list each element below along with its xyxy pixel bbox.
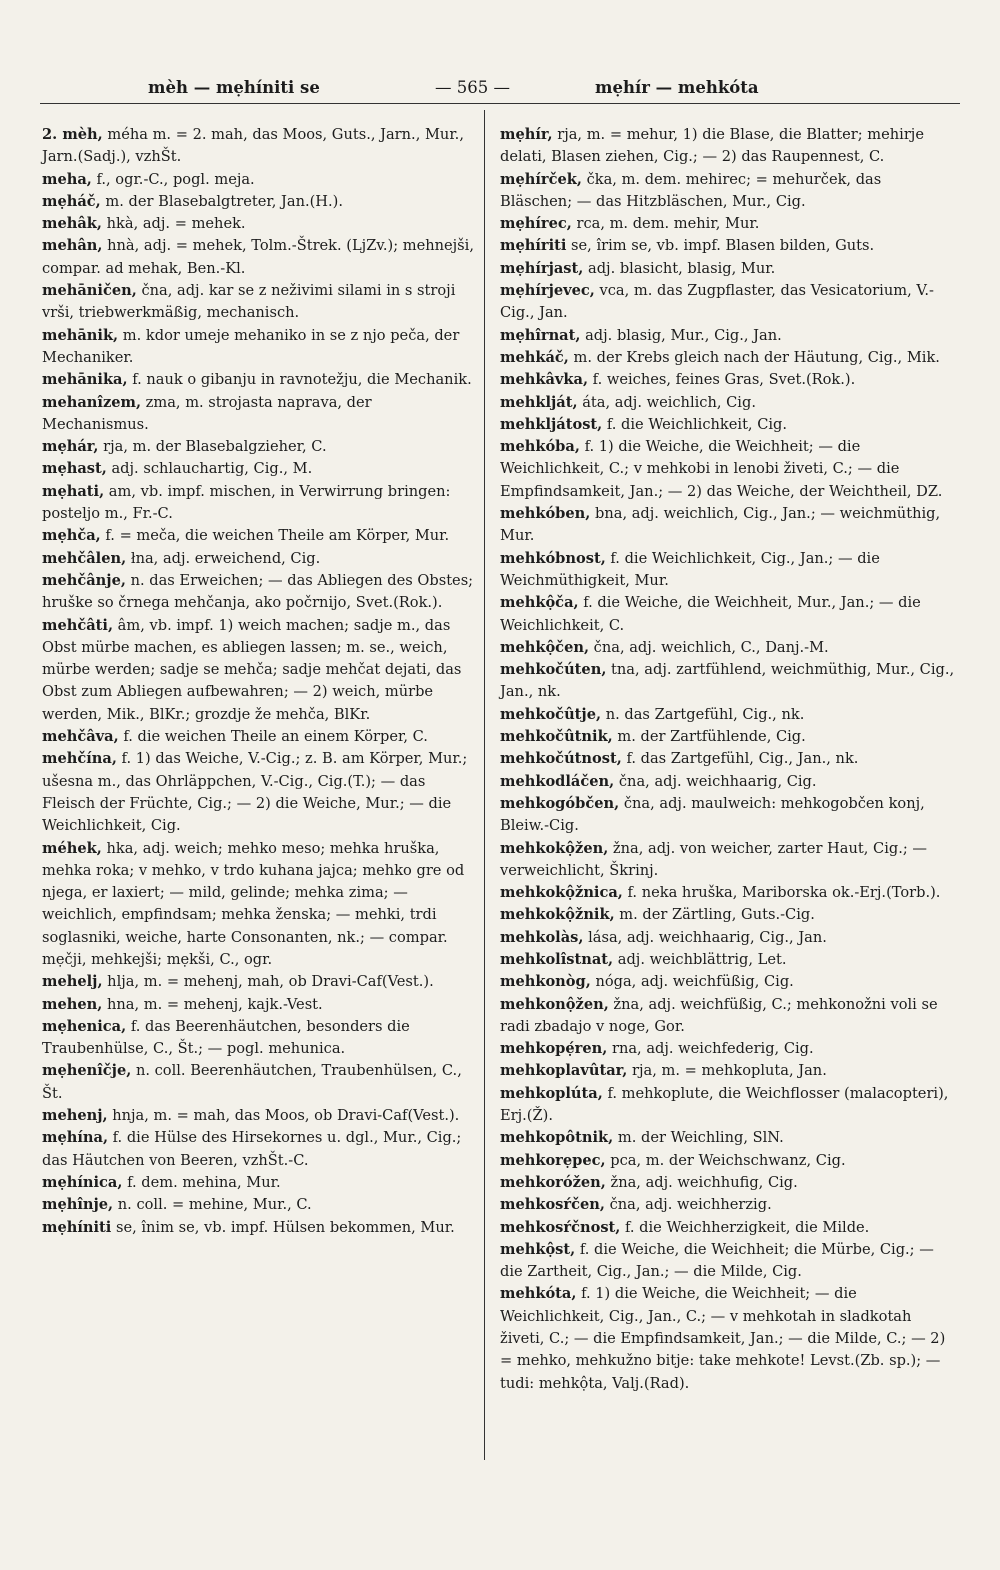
entry-definition: rja, m. = mehur, 1) die Blase, die Blatter; mehirje delati, Blasen ziehen, Cig.; — 2) das Raupennest, C. bbox=[500, 126, 924, 166]
entry-headword: mehkljátost, bbox=[500, 415, 603, 433]
entry-headword: mehkosŕčnost, bbox=[500, 1218, 621, 1236]
entry-definition: m. der Zärtling, Guts.-Cig. bbox=[614, 906, 815, 924]
entry-headword: mẹhírček, bbox=[500, 170, 582, 188]
entry-headword: mehkočûtje, bbox=[500, 705, 602, 723]
dictionary-entry bbox=[42, 213, 482, 235]
header-right-guideword: mẹhír — mehkóta bbox=[595, 78, 759, 97]
dictionary-entry bbox=[42, 615, 482, 726]
entry-definition: n. coll. = mehine, Mur., C. bbox=[113, 1196, 312, 1214]
right-column bbox=[500, 124, 955, 1395]
entry-headword: mẹhati, bbox=[42, 482, 105, 500]
entry-headword: 2. mèh, bbox=[42, 126, 103, 143]
entry-definition: žna, adj. von weicher, zarter Haut, Cig.; — verweichlicht, Škrinj. bbox=[500, 839, 927, 879]
dictionary-entry bbox=[500, 213, 955, 235]
dictionary-entry bbox=[500, 1150, 955, 1172]
entry-headword: mehanîzem, bbox=[42, 393, 142, 411]
entry-headword: mehāničen, bbox=[42, 282, 137, 300]
dictionary-entry bbox=[42, 1060, 482, 1105]
dictionary-entry bbox=[42, 169, 482, 191]
entry-definition: adj. blasicht, blasig, Mur. bbox=[583, 259, 776, 277]
entry-definition: f. dem. mehina, Mur. bbox=[122, 1173, 281, 1191]
dictionary-entry bbox=[500, 793, 955, 838]
entry-headword: mehčânje, bbox=[42, 571, 126, 589]
entry-definition: čna, adj. weichhaarig, Cig. bbox=[614, 772, 817, 790]
dictionary-entry bbox=[500, 748, 955, 770]
entry-definition: žna, adj. weichfüßig, C.; mehkonožni voli se radi zbadajo v noge, Gor. bbox=[500, 995, 938, 1035]
entry-headword: mehenj, bbox=[42, 1107, 108, 1125]
entry-headword: mehkộčen, bbox=[500, 638, 590, 656]
entry-definition: f. das Zartgefühl, Cig., Jan., nk. bbox=[621, 750, 859, 768]
entry-definition: rja, m. der Blasebalgzieher, C. bbox=[98, 438, 327, 456]
entry-headword: mehčâlen, bbox=[42, 549, 127, 567]
entry-headword: mehkâvka, bbox=[500, 371, 589, 389]
entry-definition: n. das Erweichen; — das Abliegen des Obstes; hruške so črnega mehčanja, ako počrnijo, Svet.(Rok.). bbox=[42, 571, 474, 612]
entry-headword: mehkosŕčen, bbox=[500, 1196, 605, 1214]
dictionary-entry bbox=[42, 971, 482, 993]
left-column bbox=[42, 124, 482, 1239]
entry-definition: m. der Krebs gleich nach der Häutung, Cig., Mik. bbox=[568, 348, 940, 366]
dictionary-entry bbox=[500, 1239, 955, 1284]
entry-headword: mehkočúten, bbox=[500, 661, 607, 679]
entry-headword: mẹhast, bbox=[42, 460, 107, 478]
entry-definition: f. neka hruška, Mariborska ok.-Erj.(Torb.). bbox=[622, 884, 941, 902]
dictionary-entry bbox=[42, 1127, 482, 1172]
entry-definition: čna, adj. weichherzig. bbox=[604, 1196, 772, 1214]
entry-headword: mehkokộžnik, bbox=[500, 906, 615, 924]
entry-definition: f. 1) die Weiche, die Weichheit; — die Weichlichkeit, Cig., Jan., C.; — v mehkotah in sladkotah živeti, C.; — die Empfindsamkeit, Jan.; — die Milde, C.; — 2) = mehko, mehkužno bitje: take mehkote! Levst.(Zb. sp.); — tudi: mehkộta, Valj.(Rad). bbox=[500, 1285, 946, 1392]
dictionary-entry bbox=[500, 1217, 955, 1239]
entry-definition: f. die weichen Theile an einem Körper, C. bbox=[118, 728, 428, 746]
entry-headword: mehkolàs, bbox=[500, 928, 584, 946]
entry-headword: mehkolîstnat, bbox=[500, 950, 614, 968]
entry-definition: čna, adj. kar se z neživimi silami in s stroji vrši, triebwerkmäßig, mechanisch. bbox=[42, 282, 456, 322]
dictionary-entry bbox=[500, 949, 955, 971]
entry-definition: n. das Zartgefühl, Cig., nk. bbox=[601, 705, 805, 723]
entry-headword: mẹhînje, bbox=[42, 1196, 114, 1214]
entry-headword: méhek, bbox=[42, 839, 102, 857]
entry-definition: hlja, m. = mehenj, mah, ob Dravi-Caf(Vest.). bbox=[102, 973, 434, 991]
entry-definition: rna, adj. weichfederig, Cig. bbox=[607, 1040, 814, 1058]
dictionary-entry bbox=[500, 994, 955, 1039]
dictionary-entry bbox=[500, 548, 955, 593]
entry-definition: n. coll. Beerenhäutchen, Traubenhülsen, C., Št. bbox=[42, 1062, 462, 1102]
dictionary-entry bbox=[500, 503, 955, 548]
entry-headword: mehkokộžen, bbox=[500, 839, 609, 857]
dictionary-entry bbox=[500, 1038, 955, 1060]
entry-definition: m. der Blasebalgtreter, Jan.(H.). bbox=[100, 192, 343, 210]
dictionary-entry bbox=[500, 592, 955, 637]
entry-definition: méha m. = 2. mah, das Moos, Guts., Jarn., Mur., Jarn.(Sadj.), vzhŠt. bbox=[42, 126, 464, 166]
entry-definition: f. die Weiche, die Weichheit, Mur., Jan.; — die Weichlichkeit, C. bbox=[500, 594, 921, 634]
entry-headword: mehen, bbox=[42, 995, 103, 1013]
dictionary-entry bbox=[42, 235, 482, 280]
entry-headword: mẹhínica, bbox=[42, 1173, 123, 1191]
entry-definition: łna, adj. erweichend, Cig. bbox=[126, 549, 321, 567]
entry-definition: hna, m. = mehenj, kajk.-Vest. bbox=[102, 995, 323, 1013]
entry-headword: mẹhírjevec, bbox=[500, 282, 595, 300]
entry-definition: se, înim se, vb. impf. Hülsen bekommen, Mur. bbox=[111, 1218, 455, 1236]
entry-headword: mẹháč, bbox=[42, 192, 101, 210]
dictionary-entry bbox=[500, 392, 955, 414]
entry-headword: mẹhča, bbox=[42, 527, 101, 545]
header-left-guideword: mèh — mẹhíniti se bbox=[148, 78, 320, 97]
entry-definition: čka, m. dem. mehirec; = mehurček, das Bläschen; — das Hitzbläschen, Mur., Cig. bbox=[500, 170, 882, 210]
entry-headword: mẹhenîčje, bbox=[42, 1062, 132, 1080]
dictionary-entry bbox=[500, 169, 955, 214]
dictionary-entry bbox=[42, 369, 482, 391]
entry-definition: f. die Weichlichkeit, Cig. bbox=[602, 415, 788, 433]
entry-headword: mẹhíriti bbox=[500, 237, 567, 255]
dictionary-entry bbox=[42, 548, 482, 570]
dictionary-entry bbox=[42, 191, 482, 213]
dictionary-entry bbox=[42, 392, 482, 437]
entry-definition: f. mehkoplute, die Weichflosser (malacopteri), Erj.(Ž). bbox=[500, 1084, 949, 1125]
entry-headword: mehkóbnost, bbox=[500, 549, 606, 567]
entry-definition: pca, m. der Weichschwanz, Cig. bbox=[605, 1151, 846, 1169]
entry-definition: f. die Weichherzigkeit, die Milde. bbox=[620, 1218, 870, 1236]
entry-headword: mẹhár, bbox=[42, 438, 99, 456]
dictionary-entry bbox=[500, 1172, 955, 1194]
entry-definition: hka, adj. weich; mehko meso; mehka hruška, mehka roka; v mehko, v trdo kuhana jajca; mehko gre od njega, er laxiert; — mild, gelinde; mehka zima; — weichlich, empfindsam; mehka ženska; — mehki, trdi soglasniki, weiche, harte Consonanten, nk.; — compar. mẹčji, mehkejši; mẹkši, C., ogr. bbox=[42, 839, 465, 968]
dictionary-entry bbox=[500, 771, 955, 793]
entry-definition: zma, m. strojasta naprava, der Mechanismus. bbox=[42, 393, 372, 433]
dictionary-entry bbox=[42, 570, 482, 615]
dictionary-entry bbox=[42, 325, 482, 370]
entry-definition: f. die Weichlichkeit, Cig., Jan.; — die Weichmüthigkeit, Mur. bbox=[500, 549, 880, 589]
dictionary-entry bbox=[500, 369, 955, 391]
entry-definition: f. 1) das Weiche, V.-Cig.; z. B. am Körper, Mur.; ušesna m., das Ohrläppchen, V.-Cig., Cig.(T.); — das Fleisch der Früchte, Cig.; — 2) die Weiche, Mur.; — die Weichlichkeit, Cig. bbox=[42, 750, 468, 835]
entry-headword: mẹhíniti bbox=[42, 1218, 112, 1236]
entry-definition: f. 1) die Weiche, die Weichheit; — die Weichlichkeit, C.; v mehkobi in lenobi živeti, C.; — die Empfindsamkeit, Jan.; — 2) das Weiche, der Weichtheil, DZ. bbox=[500, 438, 943, 500]
entry-headword: mehkộča, bbox=[500, 594, 579, 612]
entry-definition: čna, adj. weichlich, C., Danj.-M. bbox=[589, 638, 829, 656]
entry-definition: m. der Zartfühlende, Cig. bbox=[612, 728, 806, 746]
dictionary-entry bbox=[42, 124, 482, 169]
dictionary-entry bbox=[42, 481, 482, 526]
entry-headword: meha, bbox=[42, 170, 92, 188]
dictionary-entry bbox=[42, 280, 482, 325]
dictionary-entry bbox=[500, 637, 955, 659]
entry-definition: f. die Hülse des Hirsekornes u. dgl., Mur., Cig.; das Häutchen von Beeren, vzhŠt.-C. bbox=[42, 1129, 462, 1169]
page-number: — 565 — bbox=[435, 78, 510, 97]
entry-definition: žna, adj. weichhufig, Cig. bbox=[605, 1173, 798, 1191]
dictionary-entry bbox=[500, 235, 955, 257]
entry-headword: mehân, bbox=[42, 237, 103, 255]
entry-definition: áta, adj. weichlich, Cig. bbox=[577, 393, 756, 411]
entry-headword: mẹhírjast, bbox=[500, 259, 584, 277]
entry-definition: rca, m. dem. mehir, Mur. bbox=[571, 215, 760, 233]
dictionary-entry bbox=[500, 726, 955, 748]
entry-headword: mehčína, bbox=[42, 750, 117, 768]
entry-definition: se, îrim se, vb. impf. Blasen bilden, Guts. bbox=[566, 237, 875, 255]
entry-definition: f. nauk o gibanju in ravnotežju, die Mechanik. bbox=[127, 371, 472, 389]
entry-headword: mehkorẹpec, bbox=[500, 1151, 606, 1169]
entry-definition: nóga, adj. weichfüßig, Cig. bbox=[590, 973, 794, 991]
dictionary-entry bbox=[500, 704, 955, 726]
entry-headword: mehkočûtnik, bbox=[500, 728, 613, 746]
entry-headword: mehānik, bbox=[42, 326, 119, 344]
dictionary-entry bbox=[500, 927, 955, 949]
entry-definition: m. kdor umeje mehaniko in se z njo peča, der Mechaniker. bbox=[42, 326, 460, 366]
dictionary-entry bbox=[42, 748, 482, 837]
entry-headword: mehkogóbčen, bbox=[500, 794, 620, 812]
entry-headword: mehkopẹ́ren, bbox=[500, 1040, 608, 1058]
entry-definition: vca, m. das Zugpflaster, das Vesicatorium, V.-Cig., Jan. bbox=[500, 282, 934, 322]
dictionary-entry bbox=[42, 1194, 482, 1216]
entry-headword: mehkonòg, bbox=[500, 973, 591, 991]
entry-headword: mẹhírec, bbox=[500, 215, 572, 233]
entry-headword: mehkopôtnik, bbox=[500, 1129, 614, 1147]
dictionary-entry bbox=[500, 325, 955, 347]
entry-definition: tna, adj. zartfühlend, weichmüthig, Mur., Cig., Jan., nk. bbox=[500, 661, 955, 701]
entry-headword: mehkóta, bbox=[500, 1285, 577, 1303]
dictionary-entry bbox=[500, 904, 955, 926]
entry-definition: m. der Weichling, SlN. bbox=[613, 1129, 784, 1147]
dictionary-entry bbox=[42, 1172, 482, 1194]
entry-headword: mehkáč, bbox=[500, 348, 569, 366]
dictionary-entry bbox=[500, 1083, 955, 1128]
entry-headword: mehkoplavûtar, bbox=[500, 1062, 628, 1080]
dictionary-entry bbox=[500, 280, 955, 325]
entry-definition: f. weiches, feines Gras, Svet.(Rok.). bbox=[588, 371, 856, 389]
dictionary-entry bbox=[42, 1217, 482, 1239]
entry-definition: bna, adj. weichlich, Cig., Jan.; — weichmüthig, Mur. bbox=[500, 505, 941, 545]
entry-definition: hnà, adj. = mehek, Tolm.-Štrek. (LjZv.); mehnejši, compar. ad mehak, Ben.-Kl. bbox=[42, 237, 474, 277]
entry-definition: adj. blasig, Mur., Cig., Jan. bbox=[580, 326, 782, 344]
dictionary-entry bbox=[500, 882, 955, 904]
entry-headword: mehklját, bbox=[500, 393, 578, 411]
entry-definition: hnja, m. = mah, das Moos, ob Dravi-Caf(Vest.). bbox=[107, 1107, 460, 1125]
entry-definition: lása, adj. weichhaarig, Cig., Jan. bbox=[583, 928, 827, 946]
entry-headword: mẹhína, bbox=[42, 1129, 109, 1147]
entry-headword: mẹhenica, bbox=[42, 1017, 127, 1035]
entry-headword: mehkodláčen, bbox=[500, 772, 615, 790]
dictionary-entry bbox=[42, 525, 482, 547]
dictionary-entry bbox=[500, 1060, 955, 1082]
dictionary-entry bbox=[500, 971, 955, 993]
entry-headword: mehānika, bbox=[42, 371, 128, 389]
dictionary-entry bbox=[500, 347, 955, 369]
column-divider bbox=[484, 110, 485, 1460]
dictionary-entry bbox=[500, 258, 955, 280]
dictionary-entry bbox=[42, 458, 482, 480]
entry-headword: mẹhîrnat, bbox=[500, 326, 581, 344]
entry-headword: mehkonộžen, bbox=[500, 995, 609, 1013]
entry-definition: hkà, adj. = mehek. bbox=[102, 215, 246, 233]
entry-headword: mehkóba, bbox=[500, 438, 580, 456]
dictionary-entry bbox=[42, 436, 482, 458]
entry-definition: čna, adj. maulweich: mehkogobčen konj, Bleiw.-Cig. bbox=[500, 794, 925, 835]
entry-headword: mehkoplúta, bbox=[500, 1084, 603, 1102]
entry-headword: mehkokộžnica, bbox=[500, 884, 623, 902]
entry-headword: mehâk, bbox=[42, 215, 102, 233]
dictionary-entry bbox=[500, 124, 955, 169]
dictionary-entry bbox=[42, 726, 482, 748]
entry-headword: mehkộst, bbox=[500, 1240, 576, 1258]
dictionary-entry bbox=[42, 838, 482, 972]
dictionary-entry bbox=[500, 659, 955, 704]
entry-headword: mehkóben, bbox=[500, 505, 591, 523]
entry-definition: f. das Beerenhäutchen, besonders die Traubenhülse, C., Št.; — pogl. mehunica. bbox=[42, 1017, 410, 1058]
entry-headword: mehčâva, bbox=[42, 728, 119, 746]
dictionary-entry bbox=[42, 1016, 482, 1061]
dictionary-entry bbox=[500, 1127, 955, 1149]
page-header bbox=[40, 72, 960, 104]
entry-definition: adj. weichblättrig, Let. bbox=[613, 950, 787, 968]
dictionary-entry bbox=[500, 414, 955, 436]
entry-headword: mehčâti, bbox=[42, 616, 114, 634]
entry-headword: mehkoróžen, bbox=[500, 1173, 606, 1191]
entry-definition: adj. schlauchartig, Cig., M. bbox=[106, 460, 313, 478]
dictionary-entry bbox=[500, 436, 955, 503]
entry-definition: f., ogr.-C., pogl. meja. bbox=[91, 170, 255, 188]
entry-definition: f. = meča, die weichen Theile am Körper, Mur. bbox=[100, 527, 450, 545]
entry-headword: mehkočútnost, bbox=[500, 750, 622, 768]
entry-definition: âm, vb. impf. 1) weich machen; sadje m., das Obst mürbe machen, es abliegen lassen; m. se., weich, mürbe werden; sadje se mehča; sadje mehčat dejati, das Obst zum Abliegen aufbewahren; — 2) weich, mürbe werden, Mik., BlKr.; grozdje že mehča, BlKr. bbox=[42, 616, 462, 723]
entry-headword: mẹhír, bbox=[500, 126, 553, 143]
entry-definition: am, vb. impf. mischen, in Verwirrung bringen: posteljo m., Fr.-C. bbox=[42, 482, 451, 523]
dictionary-entry bbox=[500, 838, 955, 883]
header-rule bbox=[40, 103, 960, 104]
dictionary-entry bbox=[500, 1283, 955, 1394]
dictionary-entry bbox=[42, 994, 482, 1016]
entry-definition: rja, m. = mehkopluta, Jan. bbox=[627, 1062, 827, 1080]
dictionary-entry bbox=[42, 1105, 482, 1127]
entry-definition: f. die Weiche, die Weichheit; die Mürbe, Cig.; — die Zartheit, Cig., Jan.; — die Milde, Cig. bbox=[500, 1240, 934, 1281]
dictionary-entry bbox=[500, 1194, 955, 1216]
entry-headword: mehelj, bbox=[42, 973, 103, 991]
